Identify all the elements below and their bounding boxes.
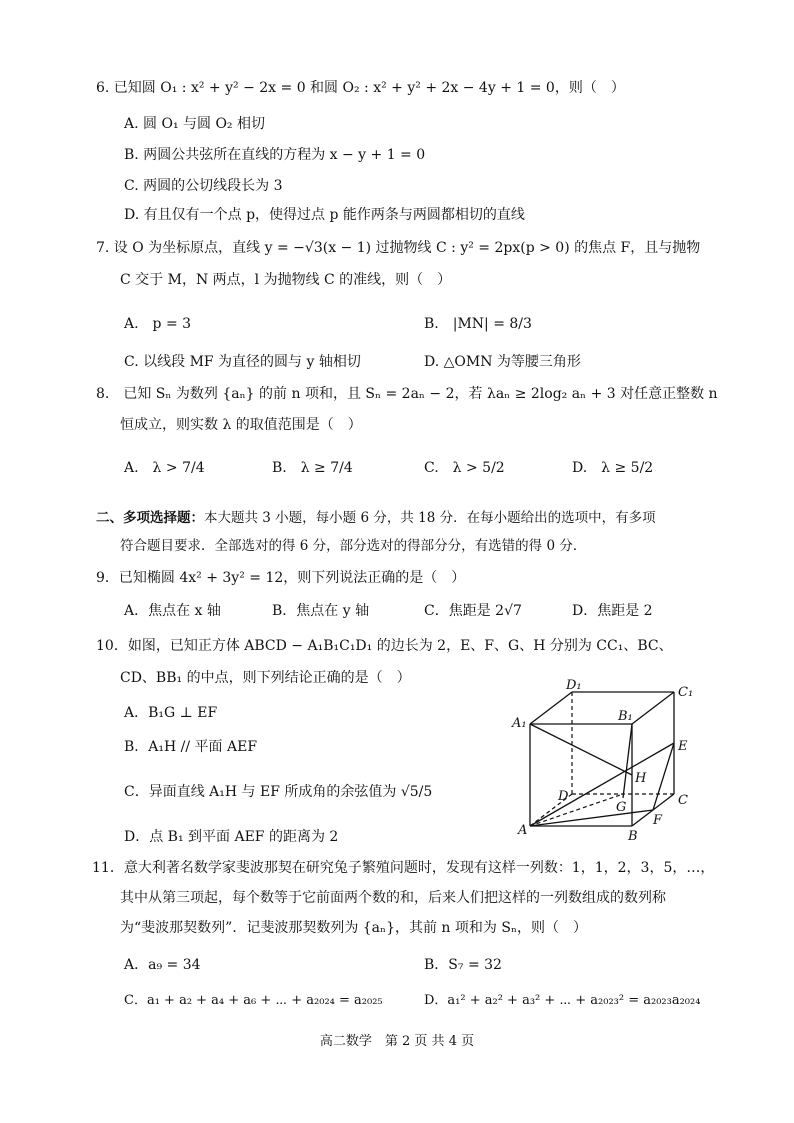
q11-option-a: A．a₉ = 34 (124, 957, 201, 973)
q11-option-d: D．a₁² + a₂² + a₃² + ⋯ + a₂₀₂₃² = a₂₀₂₃a₂₀₂₄ (424, 993, 701, 1008)
q10-option-d: D．点 B₁ 到平面 AEF 的距离为 2 (124, 829, 339, 845)
q11-stem-line1: 11．意大利著名数学家斐波那契在研究兔子繁殖问题时，发现有这样一列数：1，1，2，3，5，…， (92, 860, 715, 876)
label-e: E (678, 739, 688, 754)
q8-stem-line2: 恒成立，则实数 λ 的取值范围是（ ） (120, 417, 362, 433)
q7-option-c: C. 以线段 MF 为直径的圆与 y 轴相切 (124, 354, 361, 370)
q9-stem: 9．已知椭圆 4x² + 3y² = 12，则下列说法正确的是（ ） (96, 570, 466, 586)
label-f: F (653, 813, 663, 828)
q10-stem-line2: CD、BB₁ 的中点，则下列结论正确的是（ ） (120, 670, 411, 686)
q9-option-a: A．焦点在 x 轴 (124, 603, 221, 619)
q6-option-a: A. 圆 O₁ 与圆 O₂ 相切 (124, 116, 265, 132)
q6-option-b: B. 两圆公共弦所在直线的方程为 x − y + 1 = 0 (124, 147, 426, 163)
q11-stem-line2: 其中从第三项起，每个数等于它前面两个数的和，后来人们把这样的一列数组成的数列称 (120, 890, 666, 906)
label-g: G (616, 800, 627, 815)
q11-stem-line3: 为“斐波那契数列”．记斐波那契数列为 {aₙ}，其前 n 项和为 Sₙ，则（ ） (120, 920, 587, 936)
q11-option-c: C．a₁ + a₂ + a₄ + a₆ + ⋯ + a₂₀₂₄ = a₂₀₂₅ (124, 993, 383, 1008)
section2-header (96, 508, 656, 528)
label-h: H (635, 771, 647, 786)
q10-option-c: C．异面直线 A₁H 与 EF 所成角的余弦值为 √5/5 (124, 784, 433, 800)
label-c: C (678, 793, 688, 808)
label-d: D (558, 789, 569, 804)
q9-option-c: C．焦距是 2√7 (424, 603, 522, 619)
q10-stem-line1: 10．如图，已知正方体 ABCD − A₁B₁C₁D₁ 的边长为 2，E、F、G、H 分别为 CC₁、BC、 (96, 638, 673, 654)
label-a: A (518, 823, 528, 838)
q10-option-a: A．B₁G ⊥ EF (124, 705, 218, 721)
q9-option-d: D．焦距是 2 (572, 603, 653, 619)
q6-option-c: C. 两圆的公切线段长为 3 (124, 178, 283, 194)
q6-option-d: D. 有且仅有一个点 p，使得过点 p 能作两条与两圆都相切的直线 (124, 207, 525, 223)
q8-option-d: D. λ ≥ 5/2 (572, 460, 654, 476)
section2-title: 二、多项选择题： (96, 510, 204, 526)
cube-figure (510, 678, 710, 848)
q7-option-a: A. p = 3 (124, 316, 192, 332)
section2-desc-line2: 符合题目要求．全部选对的得 6 分，部分选对的得部分分，有选错的得 0 分． (120, 538, 587, 554)
page-footer: 高二数学 第 2 页 共 4 页 (319, 1034, 475, 1049)
q8-option-b: B. λ ≥ 7/4 (272, 460, 353, 476)
q9-option-b: B．焦点在 y 轴 (272, 603, 370, 619)
label-b: B (628, 829, 638, 844)
label-a1: A₁ (512, 716, 527, 731)
q7-option-b: B. |MN| = 8/3 (424, 316, 532, 332)
label-c1: C₁ (678, 685, 694, 700)
q10-option-b: B．A₁H // 平面 AEF (124, 739, 258, 755)
q8-option-a: A. λ > 7/4 (124, 460, 205, 476)
q11-option-b: B．S₇ = 32 (424, 957, 502, 973)
q7-stem-line2: C 交于 M，N 两点，l 为抛物线 C 的准线，则（ ） (120, 272, 452, 288)
q8-stem-line1: 8. 已知 Sₙ 为数列 {aₙ} 的前 n 项和，且 Sₙ = 2aₙ − 2，若 λaₙ ≥ 2log₂ aₙ + 3 对任意正整数 n (96, 386, 718, 402)
label-d1: D₁ (566, 678, 582, 693)
section2-desc-line1: 本大题共 3 小题，每小题 6 分，共 18 分．在每小题给出的选项中，有多项 (204, 510, 656, 526)
q7-option-d: D. △OMN 为等腰三角形 (424, 354, 581, 370)
q8-option-c: C. λ > 5/2 (424, 460, 505, 476)
label-b1: B₁ (618, 709, 633, 724)
q6-stem: 6. 已知圆 O₁ : x² + y² − 2x = 0 和圆 O₂ : x² + y² + 2x − 4y + 1 = 0，则（ ） (96, 80, 625, 96)
q7-stem-line1: 7. 设 O 为坐标原点，直线 y = −√3(x − 1) 过抛物线 C : y² = 2px(p > 0) 的焦点 F，且与抛物 (96, 240, 701, 256)
